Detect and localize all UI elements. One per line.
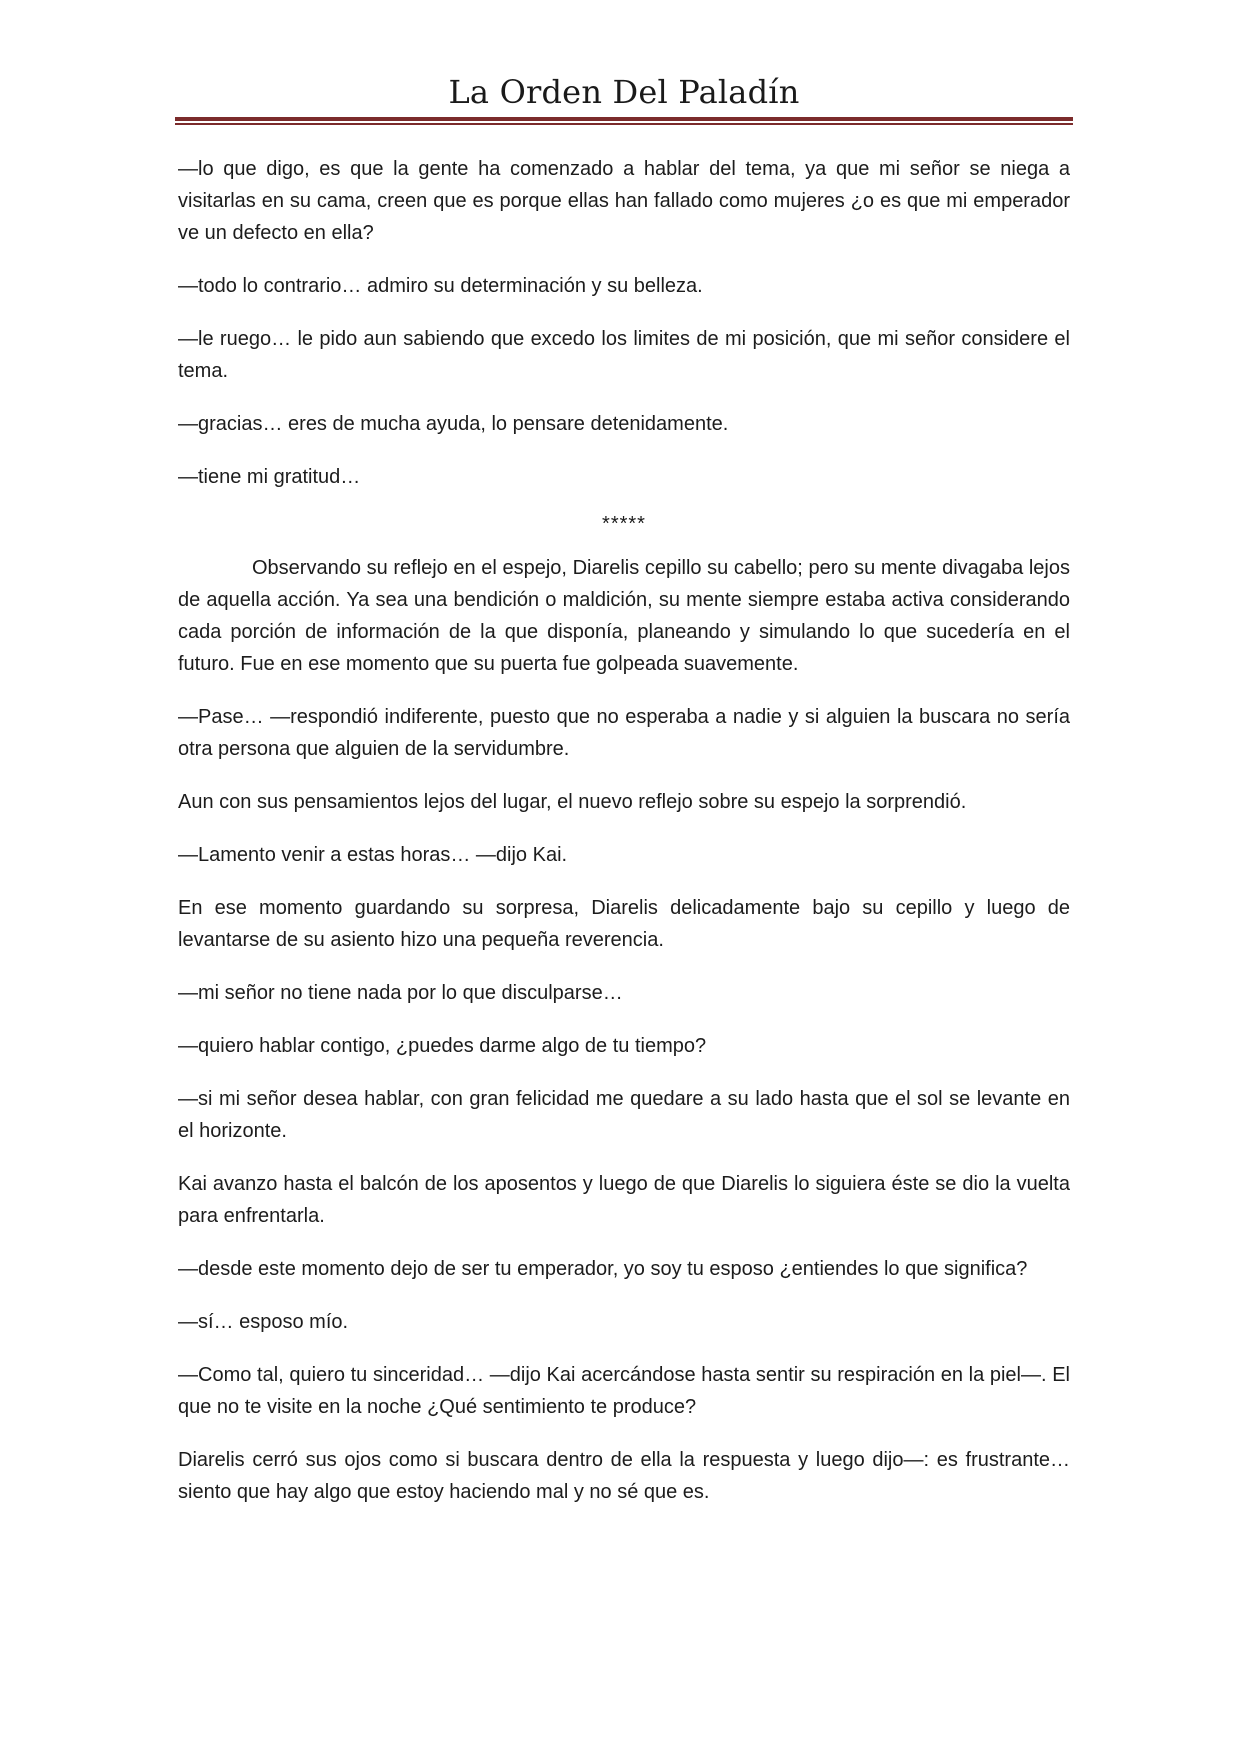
paragraph: —si mi señor desea hablar, con gran felicidad me quedare a su lado hasta que el sol se levante en el horizonte.: [178, 1088, 1070, 1142]
paragraph: —le ruego… le pido aun sabiendo que excedo los limites de mi posición, que mi señor considere el tema.: [178, 328, 1070, 382]
paragraph: —sí… esposo mío.: [178, 1311, 349, 1333]
paragraph: —gracias… eres de mucha ayuda, lo pensare detenidamente.: [178, 413, 729, 435]
scene-separator: *****: [602, 513, 646, 535]
paragraph: —todo lo contrario… admiro su determinación y su belleza.: [178, 275, 703, 297]
header-rule: [175, 117, 1073, 125]
paragraph: Kai avanzo hasta el balcón de los aposentos y luego de que Diarelis lo siguiera éste se dio la vuelta para enfrentarla.: [178, 1173, 1070, 1227]
header-title: La Orden Del Paladín: [448, 73, 800, 111]
page-header: [175, 72, 1073, 112]
paragraph: —Pase… —respondió indiferente, puesto que no esperaba a nadie y si alguien la buscara no sería otra persona que alguien de la servidumbre.: [178, 706, 1070, 760]
header-rule-thin: [175, 123, 1073, 125]
page-body: [178, 153, 1070, 1529]
paragraph: —desde este momento dejo de ser tu emperador, yo soy tu esposo ¿entiendes lo que significa?: [178, 1258, 1028, 1280]
paragraph: —quiero hablar contigo, ¿puedes darme algo de tu tiempo?: [178, 1035, 707, 1057]
paragraph: —lo que digo, es que la gente ha comenzado a hablar del tema, ya que mi señor se niega a visitarlas en su cama, creen que es porque ellas han fallado como mujeres ¿o es que mi emperador ve un defecto en ella?: [178, 158, 1070, 244]
paragraph: —Lamento venir a estas horas… —dijo Kai.: [178, 844, 568, 866]
paragraph: Aun con sus pensamientos lejos del lugar, el nuevo reflejo sobre su espejo la sorprendió.: [178, 791, 967, 813]
paragraph: —mi señor no tiene nada por lo que disculparse…: [178, 982, 623, 1004]
paragraph: Diarelis cerró sus ojos como si buscara dentro de ella la respuesta y luego dijo—: es frustrante… siento que hay algo que estoy haciendo mal y no sé que es.: [178, 1449, 1070, 1503]
paragraph: En ese momento guardando su sorpresa, Diarelis delicadamente bajo su cepillo y luego de levantarse de su asiento hizo una pequeña reverencia.: [178, 897, 1070, 951]
paragraph: Observando su reflejo en el espejo, Diarelis cepillo su cabello; pero su mente divagaba lejos de aquella acción. Ya sea una bendición o maldición, su mente siempre estaba activa considerando cada porción de información de la que disponía, planeando y simulando lo que sucedería en el futuro. Fue en ese momento que su puerta fue golpeada suavemente.: [178, 557, 1070, 675]
paragraph: —Como tal, quiero tu sinceridad… —dijo Kai acercándose hasta sentir su respiración en la piel—. El que no te visite en la noche ¿Qué sentimiento te produce?: [178, 1364, 1070, 1418]
paragraph: —tiene mi gratitud…: [178, 466, 361, 488]
